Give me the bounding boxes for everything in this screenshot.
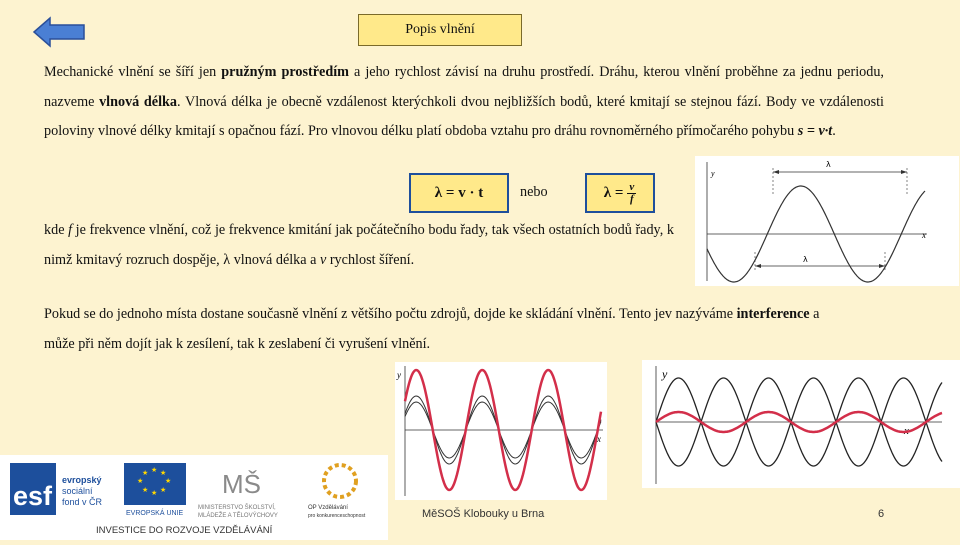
paragraph-variables: kde f je frekvence vlnění, což je frekvence kmitání jak počátečního bodu řady, tak všech ostatních bodů řady, k nimž kmitavý rozruch dospěje, λ vlnová délka a v rychlost šíření. <box>44 222 674 268</box>
lambda-top-label: λ <box>826 160 831 169</box>
x-axis-label: x <box>904 425 909 437</box>
svg-text:★: ★ <box>142 486 149 494</box>
slogan-text: INVESTICE DO ROZVOJE VZDĚLÁVÁNÍ <box>96 525 273 536</box>
x-axis-label: x <box>922 230 926 240</box>
x-axis-label: x <box>597 434 601 444</box>
svg-text:★: ★ <box>160 469 167 477</box>
paragraph-wave-description: Mechanické vlnění se šíří jen pružným prostředím a jeho rychlost závisí na druhu prostředí. Dráhu, kterou vlnění proběhne za jednu periodu, nazveme vlnová délka. Vlnová délka je obecně vzdálenost kterýchkoli dvou nejbližších bodů, které kmitají se stejnou fází. Body ve vzdálenosti poloviny vlnové délky kmitají s opačnou fází. Pro vlnovou délku platí obdoba vztahu pro dráhu rovnoměrného přímočarého pohybu s = v·t. <box>44 64 885 139</box>
y-axis-label: y <box>711 169 715 178</box>
svg-text:MINISTERSTVO ŠKOLSTVÍ,: MINISTERSTVO ŠKOLSTVÍ, <box>198 505 276 511</box>
page-number: 6 <box>878 508 885 520</box>
esf-logo-text: esf <box>13 481 53 511</box>
paragraph-interference: Pokud se do jednoho místa dostane současně vlnění z většího počtu zdrojů, dojde ke skládání vlnění. Tento jev nazýváme interference a může při něm dojít jak k zesílení, tak k zeslabení či vyrušení vlnění. <box>44 306 820 352</box>
back-arrow-icon[interactable] <box>32 16 86 48</box>
constructive-interference-diagram <box>395 362 607 500</box>
msmt-logo-icon: MŠ <box>222 469 261 499</box>
y-axis-label: y <box>662 367 668 381</box>
svg-text:MLÁDEŽE A TĚLOVÝCHOVY: MLÁDEŽE A TĚLOVÝCHOVY <box>198 513 278 519</box>
svg-text:★: ★ <box>160 486 167 494</box>
wavelength-diagram <box>695 156 959 286</box>
formula-wavelength-fraction: λ = $\frac{v}{f}$ <box>585 173 655 213</box>
svg-text:EVROPSKÁ UNIE: EVROPSKÁ UNIE <box>126 510 184 517</box>
svg-text:★: ★ <box>142 469 149 477</box>
svg-text:evropský: evropský <box>62 475 102 485</box>
funding-logos <box>0 455 388 540</box>
svg-text:pro konkurenceschopnost: pro konkurenceschopnost <box>308 513 366 519</box>
y-axis-label: y <box>397 370 401 380</box>
svg-text:OP Vzdělávání: OP Vzdělávání <box>308 505 348 511</box>
footer-school-name: MěSOŠ Klobouky u Brna <box>422 508 545 520</box>
svg-text:sociální: sociální <box>62 486 93 496</box>
svg-text:★: ★ <box>151 466 158 474</box>
svg-text:★: ★ <box>137 477 144 485</box>
formula-wavelength-product: λ = v · t <box>409 173 509 213</box>
formula-connector-text: nebo <box>520 184 548 200</box>
lambda-bottom-label: λ <box>803 255 808 264</box>
svg-text:★: ★ <box>151 489 158 497</box>
svg-text:fond v ČR: fond v ČR <box>62 497 103 507</box>
op-logo-icon <box>324 465 356 497</box>
svg-text:★: ★ <box>165 477 172 485</box>
logos-graphic <box>0 455 388 540</box>
slide-title: Popis vlnění <box>358 14 522 46</box>
destructive-interference-diagram <box>642 360 960 488</box>
